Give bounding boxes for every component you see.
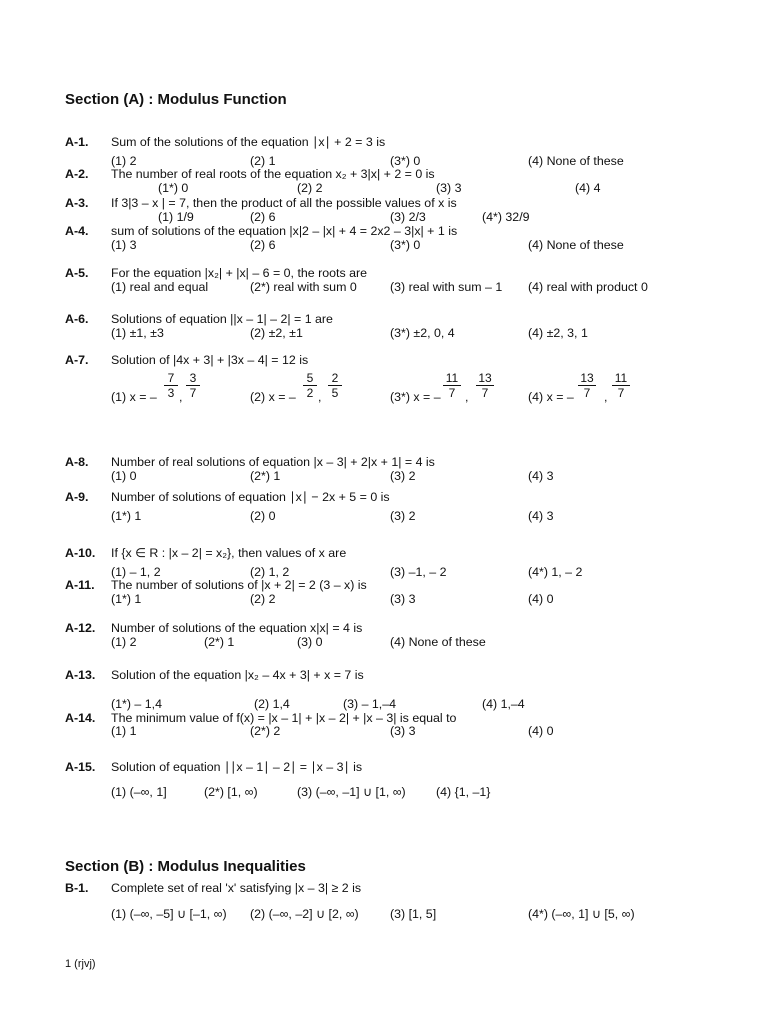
option-2: (2) 2 [297,181,323,195]
option-3: (3*) 0 [390,154,421,168]
option-4: (4) None of these [528,238,624,252]
option-2: (2*) 2 [250,724,281,738]
option-3: (3*) 0 [390,238,421,252]
separator: , [179,390,183,404]
question-text: Number of real solutions of equation |x – 3| + 2|x + 1| = 4 is [111,455,435,469]
option-2: (2*) 1 [250,469,281,483]
option-4: (4) {1, –1} [436,785,491,799]
question-text: For the equation |x₂| + |x| – 6 = 0, the roots are [111,266,368,280]
option-4: (4*) 1, – 2 [528,565,583,579]
fraction [303,371,317,400]
separator: , [465,390,469,404]
question-text: If {x ∈ R : |x – 2| = x₂}, then values of x are [111,546,347,560]
question-number: A-13. [65,668,96,682]
option-4: (4) real with product 0 [528,280,648,294]
question-number: A-3. [65,196,89,210]
option-3: (3) real with sum – 1 [390,280,503,294]
option-1: (1) 1 [111,724,137,738]
question-text: The number of solutions of |x + 2| = 2 (3 – x) is [111,578,367,592]
question-text: Solution of equation ∣∣x – 1∣ – 2∣ = ∣x – 3∣ is [111,760,363,774]
option-1: (1) ±1, ±3 [111,326,164,340]
question-text: Sum of the solutions of the equation ∣x∣ + 2 = 3 is [111,135,386,149]
question-number: A-7. [65,353,89,367]
question-number: A-8. [65,455,89,469]
option-1: (1) (–∞, 1] [111,785,167,799]
option-4: (4*) 32/9 [482,210,530,224]
option-3: (3) 3 [390,724,416,738]
separator: , [318,390,322,404]
option-2: (2) 6 [250,238,276,252]
option-2: (2) 1 [250,154,276,168]
option-4: (4) 0 [528,592,554,606]
option-1: (1) (–∞, –5] ∪ [–1, ∞) [111,907,227,921]
question-number: A-11. [65,578,95,592]
numerator: 2 [331,371,339,385]
page-footer: 1 (rjvj) [65,958,96,970]
option-2: (2) (–∞, –2] ∪ [2, ∞) [250,907,359,921]
question-text: Number of solutions of equation ∣x∣ − 2x + 5 = 0 is [111,490,390,504]
fraction [186,371,200,400]
option-1: (1) real and equal [111,280,209,294]
question-number: A-12. [65,621,96,635]
option-4: (4) 4 [575,181,601,195]
fraction [578,371,596,400]
denominator: 5 [328,385,342,400]
question-text: sum of solutions of the equation |x|2 – |x| + 4 = 2x2 – 3|x| + 1 is [111,224,458,238]
option-1: (1) 0 [111,469,137,483]
option-3: (3) 2/3 [390,210,426,224]
numerator: 5 [306,371,314,385]
question-text: If 3|3 – x | = 7, then the product of all the possible values of x is [111,196,457,210]
numerator: 11 [445,371,459,385]
option-1: (1) x = – [111,390,157,404]
question-text: The minimum value of f(x) = |x – 1| + |x – 2| + |x – 3| is equal to [111,711,457,725]
option-4: (4) x = – [528,390,574,404]
option-4: (4) 1,–4 [482,697,525,711]
fraction [612,371,630,400]
option-3: (3) 3 [436,181,462,195]
question-number: A-5. [65,266,89,280]
option-4: (4) 3 [528,509,554,523]
fraction [328,371,342,400]
section-b-title: Section (B) : Modulus Inequalities [65,858,306,875]
question-text: The number of real roots of the equation x₂ + 3|x| + 2 = 0 is [111,167,435,181]
option-2: (2) 1,4 [254,697,290,711]
option-3: (3*) ±2, 0, 4 [390,326,455,340]
option-1: (1*) 1 [111,592,142,606]
option-3: (3) (–∞, –1] ∪ [1, ∞) [297,785,406,799]
separator: , [604,390,608,404]
question-number: A-1. [65,135,89,149]
question-number: A-2. [65,167,89,181]
fraction [443,371,461,400]
option-1: (1) 2 [111,154,137,168]
question-number: A-4. [65,224,89,238]
option-2: (2*) 1 [204,635,235,649]
option-2: (2) x = – [250,390,296,404]
option-1: (1) 2 [111,635,137,649]
question-number: B-1. [65,881,89,895]
numerator: 13 [478,371,492,385]
numerator: 13 [580,371,594,385]
option-3: (3) 3 [390,592,416,606]
question-number: A-10. [65,546,96,560]
question-number: A-14. [65,711,96,725]
option-4: (4) None of these [528,154,624,168]
option-3: (3) –1, – 2 [390,565,447,579]
option-2: (2) ±2, ±1 [250,326,303,340]
option-1: (1) – 1, 2 [111,565,161,579]
denominator: 7 [476,385,494,400]
option-3: (3) 2 [390,469,416,483]
question-text: Complete set of real 'x' satisfying |x – 3| ≥ 2 is [111,881,362,895]
option-3: (3) 0 [297,635,323,649]
denominator: 7 [186,385,200,400]
numerator: 7 [167,371,175,385]
fraction [476,371,494,400]
numerator: 3 [189,371,197,385]
option-3: (3) [1, 5] [390,907,437,921]
option-1: (1) 1/9 [158,210,194,224]
option-2: (2) 1, 2 [250,565,290,579]
question-number: A-9. [65,490,89,504]
question-number: A-6. [65,312,89,326]
section-a-title: Section (A) : Modulus Function [65,91,287,108]
question-text: Number of solutions of the equation x|x| = 4 is [111,621,363,635]
option-4: (4) 3 [528,469,554,483]
option-3: (3) 2 [390,509,416,523]
option-3: (3*) x = – [390,390,441,404]
option-3: (3) – 1,–4 [343,697,397,711]
question-text: Solutions of equation ||x – 1| – 2| = 1 are [111,312,333,326]
question-text: Solution of |4x + 3| + |3x – 4| = 12 is [111,353,309,367]
denominator: 7 [612,385,630,400]
option-2: (2) 0 [250,509,276,523]
option-2: (2*) real with sum 0 [250,280,357,294]
question-text: Solution of the equation |x₂ – 4x + 3| + x = 7 is [111,668,364,682]
numerator: 11 [614,371,628,385]
option-2: (2*) [1, ∞) [204,785,258,799]
option-2: (2) 6 [250,210,276,224]
denominator: 7 [578,385,596,400]
option-4: (4) ±2, 3, 1 [528,326,588,340]
option-4: (4) None of these [390,635,486,649]
denominator: 2 [303,385,317,400]
option-1: (1*) 0 [158,181,189,195]
option-1: (1*) – 1,4 [111,697,162,711]
option-2: (2) 2 [250,592,276,606]
question-number: A-15. [65,760,96,774]
option-1: (1*) 1 [111,509,142,523]
option-1: (1) 3 [111,238,137,252]
fraction [164,371,178,400]
denominator: 3 [164,385,178,400]
option-4: (4) 0 [528,724,554,738]
option-4: (4*) (–∞, 1] ∪ [5, ∞) [528,907,635,921]
denominator: 7 [443,385,461,400]
